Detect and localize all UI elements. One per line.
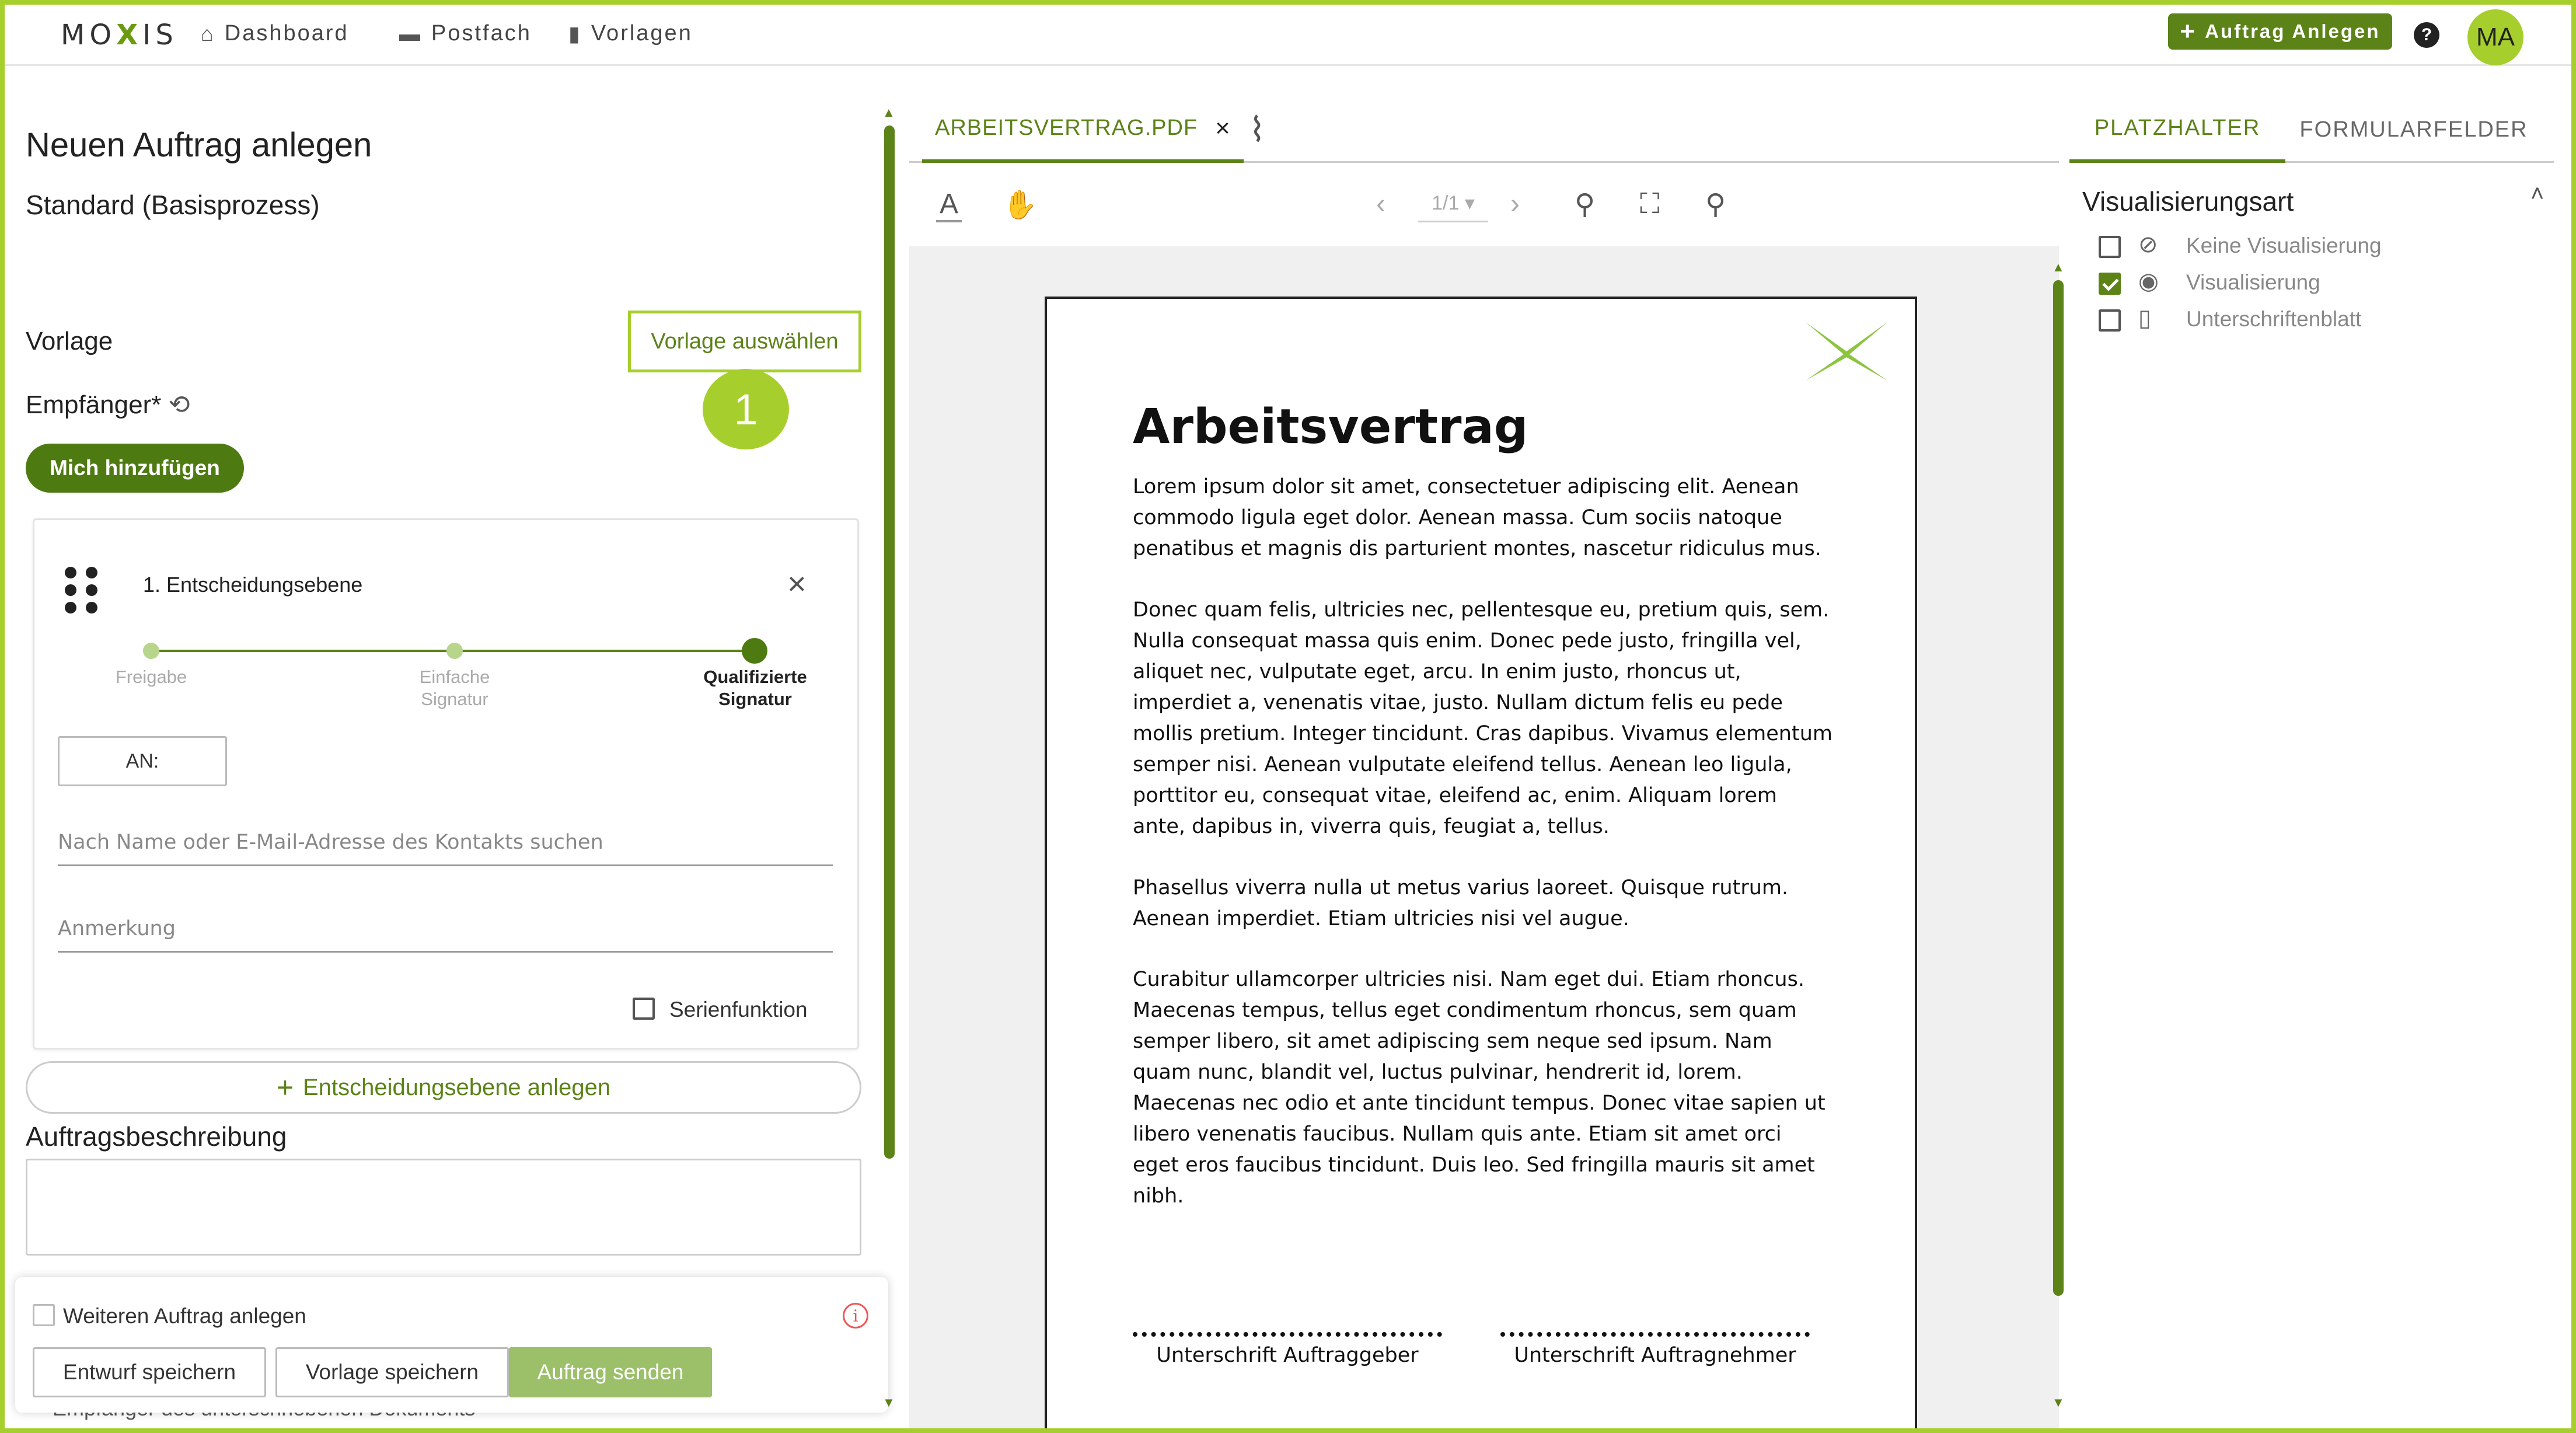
- scroll-down-icon[interactable]: ▼: [882, 1395, 895, 1410]
- moxis-x-logo-icon: [1800, 316, 1893, 386]
- text-tool-icon[interactable]: A: [936, 188, 962, 222]
- home-icon: ⌂: [201, 21, 215, 46]
- step-dot-qualifizierte[interactable]: [742, 638, 767, 664]
- document-paragraph: Phasellus viverra nulla ut metus varius laoreet. Quisque rutrum. Aenean imperdiet. Etiam ultricies nisi vel augue.: [1133, 876, 1789, 930]
- close-icon[interactable]: ×: [1215, 113, 1231, 142]
- another-order-label: Weiteren Auftrag anlegen: [63, 1304, 306, 1328]
- visualization-label: Visualisierung: [2186, 270, 2320, 294]
- plus-icon: +: [2180, 17, 2197, 46]
- no-visualization-label: Keine Visualisierung: [2186, 233, 2382, 257]
- nav-vorlagen[interactable]: ▮ Vorlagen: [568, 21, 693, 46]
- recipients-label: Empfänger* ⟲: [26, 390, 190, 419]
- right-panel-tabs: [2069, 97, 2554, 163]
- info-icon[interactable]: i: [843, 1303, 868, 1329]
- scroll-up-icon[interactable]: ▲: [2052, 260, 2065, 274]
- another-order-checkbox[interactable]: [33, 1304, 55, 1326]
- note-input[interactable]: Anmerkung: [58, 917, 833, 953]
- file-icon: ▯: [2138, 305, 2152, 331]
- save-draft-button[interactable]: Entwurf speichern: [33, 1347, 266, 1397]
- decision-level-card: [33, 518, 859, 1050]
- nav-postfach[interactable]: ▬ Postfach: [399, 21, 532, 46]
- save-template-button[interactable]: Vorlage speichern: [275, 1347, 509, 1397]
- step-track: [151, 650, 455, 652]
- fullscreen-icon[interactable]: ⛶: [1640, 189, 1660, 219]
- step-label-freigabe: Freigabe: [115, 667, 187, 687]
- document-page: [1045, 297, 1917, 1433]
- eye-off-icon: ⊘: [2138, 232, 2158, 257]
- tab-arbeitsvertrag[interactable]: ARBEITSVERTRAG.PDF ×: [922, 97, 1244, 163]
- hand-tool-icon[interactable]: ✋: [1003, 190, 1038, 221]
- eye-icon: ◉: [2138, 269, 2159, 294]
- drag-handle-icon[interactable]: [65, 567, 97, 613]
- visualization-title: Visualisierungsart: [2082, 186, 2294, 217]
- chevron-right-icon[interactable]: ›: [1510, 189, 1520, 219]
- paperclip-icon[interactable]: ⌇: [1249, 111, 1266, 149]
- scroll-up-icon[interactable]: ▲: [882, 105, 895, 120]
- page-selector[interactable]: 1/1 ▾: [1418, 191, 1488, 222]
- document-paragraph: Lorem ipsum dolor sit amet, consectetuer adipiscing elit. Aenean commodo ligula eget dolor. Aenean massa. Cum sociis natoque penatibus et magnis dis parturient montes, nascetur ridiculus mus.: [1133, 475, 1821, 560]
- document-paragraph: Curabitur ullamcorper ultricies nisi. Nam eget dui. Etiam rhoncus. Maecenas tempus, tellus eget condimentum rhoncus, sem quam semper libero, sit amet adipiscing sem neque sed ipsum. Nam quam nunc, blandit vel, luctus pulvinar, hendrerit id, lorem. Maecenas nec odio et ante tincidunt tempus. Donec vitae sapien ut libero venenatis faucibus. Nullam quis ante. Etiam sit amet orci eget eros faucibus tincidunt. Duis leo. Sed fringilla mauris sit amet nibh.: [1133, 968, 1825, 1208]
- step-dot-einfache[interactable]: [446, 643, 463, 659]
- viewer-toolbar: [909, 165, 2059, 246]
- add-me-button[interactable]: Mich hinzufügen: [26, 444, 244, 493]
- step-badge: 1: [703, 369, 789, 449]
- plus-icon: +: [276, 1071, 294, 1104]
- viewer-scrollbar[interactable]: [2053, 280, 2064, 1296]
- moxis-logo[interactable]: MOXIS: [61, 19, 178, 51]
- chevron-up-icon[interactable]: ˄: [2530, 181, 2544, 207]
- serial-label: Serienfunktion: [669, 998, 808, 1021]
- no-visualization-checkbox[interactable]: [2099, 236, 2121, 258]
- zoom-out-icon[interactable]: ⚲: [1575, 189, 1596, 220]
- tab-platzhalter[interactable]: PLATZHALTER: [2069, 97, 2285, 163]
- create-order-button[interactable]: + Auftrag Anlegen: [2168, 13, 2392, 50]
- signature-sheet-label: Unterschriftenblatt: [2186, 307, 2362, 331]
- avatar[interactable]: MA: [2467, 9, 2523, 65]
- description-textarea[interactable]: [26, 1159, 861, 1256]
- tab-formularfelder[interactable]: FORMULARFELDER: [2299, 117, 2528, 142]
- process-name: Standard (Basisprozess): [26, 190, 320, 220]
- signature-line: [1133, 1332, 1442, 1337]
- top-navigation: [5, 5, 2571, 66]
- page-title: Neuen Auftrag anlegen: [26, 126, 372, 164]
- document-paragraph: Donec quam felis, ultricies nec, pellentesque eu, pretium quis, sem. Nulla consequat massa quis enim. Donec pede justo, fringilla vel, aliquet nec, vulputate eget, arcu. In enim justo, rhoncus ut, imperdiet a, venenatis vitae, justo. Nullam dictum felis eu pede mollis pretium. Integer tincidunt. Cras dapibus. Vivamus elementum semper nisi. Aenean vulputate eleifend tellus. Aenean leo ligula, porttitor eu, consequat vitae, eleifend ac, enim. Aliquam lorem ante, dapibus in, viverra quis, feugiat a, tellus.: [1133, 598, 1832, 838]
- decision-level-title: 1. Entscheidungsebene: [143, 573, 363, 597]
- folder-icon: ▬: [399, 21, 422, 46]
- signature-sheet-checkbox[interactable]: [2099, 309, 2121, 332]
- step-label-einfache: Einfache Signatur: [419, 667, 490, 709]
- an-button[interactable]: AN:: [58, 736, 227, 786]
- step-label-qualifizierte: Qualifizierte Signatur: [703, 667, 807, 709]
- signature-label: Unterschrift Auftraggeber: [1156, 1344, 1419, 1367]
- signature-label: Unterschrift Auftragnehmer: [1514, 1344, 1796, 1367]
- serial-checkbox[interactable]: [633, 998, 655, 1020]
- document-title: Arbeitsvertrag: [1133, 399, 1528, 455]
- help-icon[interactable]: ?: [2414, 22, 2439, 48]
- description-label: Auftragsbeschreibung: [26, 1121, 287, 1152]
- chevron-left-icon[interactable]: ‹: [1376, 189, 1385, 219]
- nav-dashboard[interactable]: ⌂ Dashboard: [201, 21, 349, 46]
- template-icon: ▮: [568, 21, 582, 46]
- left-scrollbar[interactable]: [884, 125, 895, 1159]
- contact-search-input[interactable]: Nach Name oder E-Mail-Adresse des Kontakts suchen: [58, 831, 833, 866]
- scroll-down-icon[interactable]: ▼: [2052, 1395, 2065, 1410]
- select-template-button[interactable]: Vorlage auswählen: [628, 311, 861, 372]
- document-tabs: [909, 97, 2059, 163]
- zoom-in-icon[interactable]: ⚲: [1705, 189, 1726, 220]
- refresh-icon[interactable]: ⟲: [168, 390, 190, 419]
- signature-line: [1500, 1332, 1810, 1337]
- step-track: [455, 650, 753, 652]
- send-order-button[interactable]: Auftrag senden: [509, 1347, 712, 1397]
- add-decision-level-button[interactable]: + Entscheidungsebene anlegen: [26, 1061, 861, 1114]
- close-icon[interactable]: ×: [787, 565, 807, 602]
- visualization-checkbox[interactable]: [2099, 273, 2121, 295]
- step-dot-freigabe[interactable]: [143, 643, 159, 659]
- vorlage-label: Vorlage: [26, 327, 113, 355]
- bottom-action-panel: [15, 1277, 888, 1413]
